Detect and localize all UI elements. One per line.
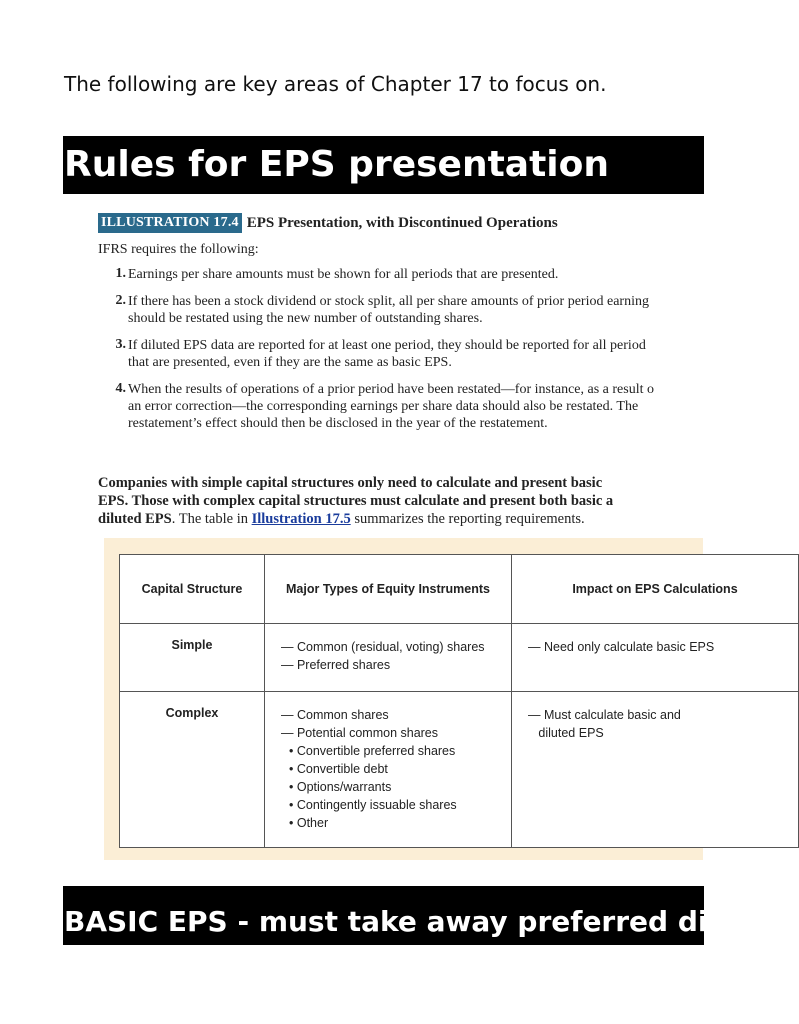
list-item [98, 293, 703, 327]
list-text [128, 337, 646, 371]
table-cell [265, 692, 512, 848]
cell-line: — Common (residual, voting) shares [281, 640, 485, 654]
illustration-tag: ILLUSTRATION 17.4 [98, 213, 242, 233]
cell-line: • Convertible preferred shares [289, 744, 456, 758]
cell-line: • Convertible debt [289, 762, 388, 776]
cell-line: — Potential common shares [281, 726, 439, 740]
illustration-title: EPS Presentation, with Discontinued Operations [246, 214, 558, 231]
illustration-17-4 [98, 208, 703, 448]
table-cell [512, 624, 799, 692]
cell-line: — Common shares [281, 708, 389, 722]
column-header: Capital Structure [120, 555, 265, 624]
table-cell [265, 624, 512, 692]
table-cell: Simple [120, 624, 265, 692]
column-header: Impact on EPS Calculations [512, 555, 799, 624]
intro-text: The following are key areas of Chapter 17 to focus on. [64, 72, 607, 96]
paragraph-line: EPS. Those with complex capital structures must calculate and present both basic a [98, 493, 614, 509]
cell-line: • Options/warrants [289, 780, 392, 794]
illustration-17-5-link[interactable]: Illustration 17.5 [251, 511, 351, 527]
list-item [98, 266, 703, 283]
list-text [128, 381, 654, 432]
capital-structure-paragraph [98, 474, 703, 534]
heading-basic-eps: BASIC EPS - must take away preferred divide [63, 886, 704, 945]
table-cell [512, 692, 799, 848]
list-line: Earnings per share amounts must be shown for all periods that are presented. [128, 267, 559, 282]
list-text [128, 266, 558, 283]
heading-eps-presentation-rules: Rules for EPS presentation [63, 136, 704, 194]
paragraph-line: Companies with simple capital structures only need to calculate and present basic [98, 475, 603, 491]
list-line: If diluted EPS data are reported for at least one period, they should be reported for all period [128, 338, 646, 353]
list-number: 2. [115, 293, 126, 308]
paragraph-text: . The table in [171, 511, 252, 527]
paragraph-line [98, 510, 703, 528]
paragraph-bold-text: diluted EPS [98, 511, 172, 527]
list-line: should be restated using the new number of outstanding shares. [128, 311, 483, 326]
column-header: Major Types of Equity Instruments [265, 555, 512, 624]
list-number: 1. [115, 266, 126, 281]
cell-line: • Contingently issuable shares [289, 798, 457, 812]
list-line: that are presented, even if they are the same as basic EPS. [128, 355, 452, 370]
requirements-list [98, 266, 703, 432]
list-line: restatement’s effect should then be disclosed in the year of the restatement. [128, 416, 548, 431]
list-text [128, 293, 649, 327]
list-line: an error correction—the corresponding earnings per share data should also be restated. The [128, 399, 639, 414]
cell-line: — Preferred shares [281, 658, 391, 672]
cell-line: diluted EPS [528, 726, 604, 740]
paragraph-text: summarizes the reporting requirements. [350, 511, 585, 527]
cell-line: • Other [289, 816, 329, 830]
list-number: 4. [115, 381, 126, 396]
illustration-lead: IFRS requires the following: [98, 242, 259, 257]
cell-line: — Need only calculate basic EPS [528, 640, 715, 654]
list-number: 3. [115, 337, 126, 352]
list-line: If there has been a stock dividend or stock split, all per share amounts of prior period earning [128, 294, 649, 309]
table-row [120, 624, 799, 692]
list-line: When the results of operations of a prior period have been restated—for instance, as a result o [128, 382, 654, 397]
table-row [120, 692, 799, 848]
eps-reporting-table [119, 554, 799, 848]
cell-line: — Must calculate basic and [528, 708, 681, 722]
illustration-header [98, 208, 703, 238]
table-header-row [120, 555, 799, 624]
list-item [98, 381, 703, 432]
table-cell: Complex [120, 692, 265, 848]
list-item [98, 337, 703, 371]
eps-reporting-table-figure [104, 538, 738, 860]
